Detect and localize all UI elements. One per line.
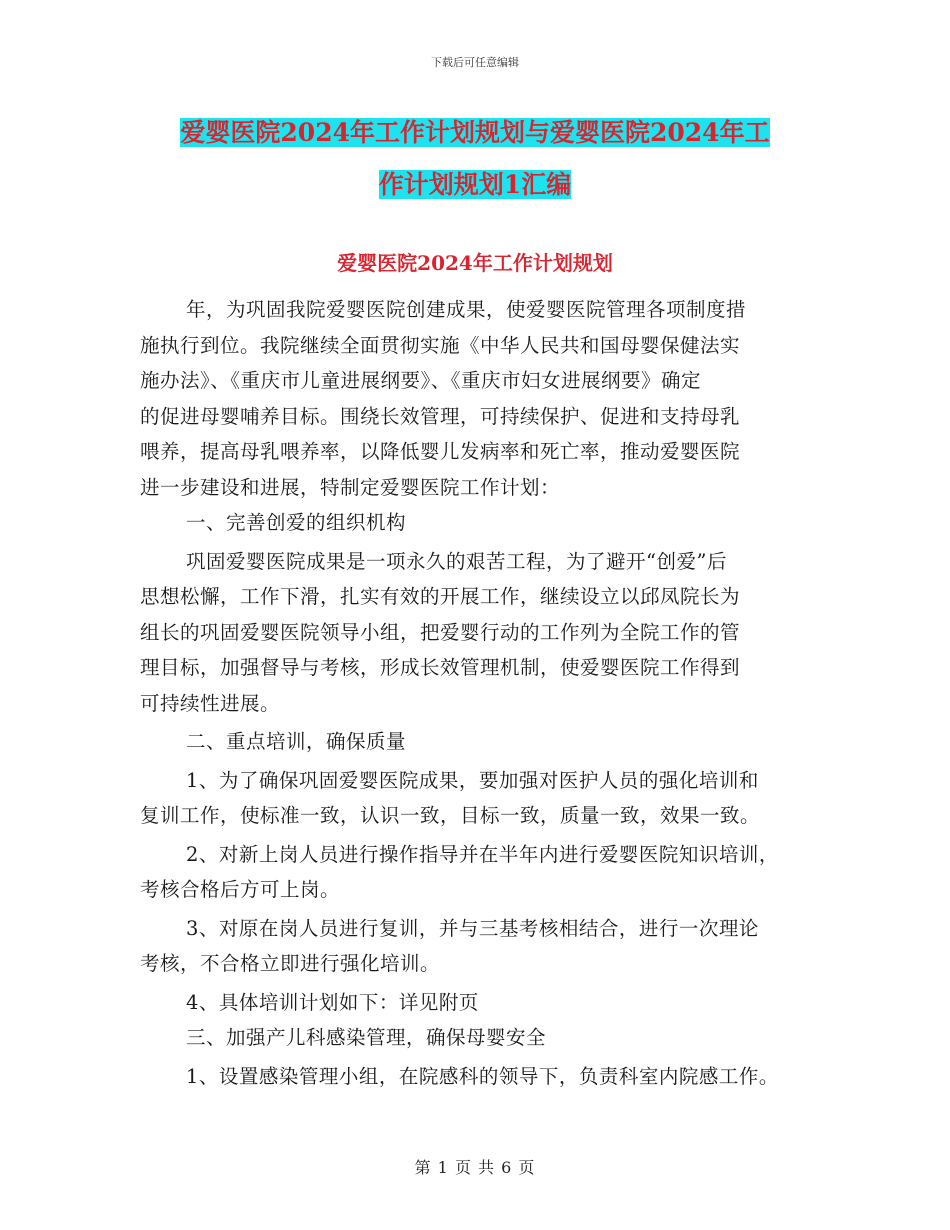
document-title-line-2: 作计划规划1汇编: [378, 170, 572, 199]
paragraph-line: 1、为了确保巩固爱婴医院成果，要加强对医护人员的强化培训和: [186, 768, 759, 792]
paragraph-line: 进一步建设和进展，特制定爱婴医院工作计划：: [140, 475, 561, 499]
document-title: [150, 107, 800, 211]
section-title: 爱婴医院2024年工作计划规划: [337, 251, 613, 275]
paragraph-line: 施办法》、《重庆市儿童进展纲要》、《重庆市妇女进展纲要》确定: [140, 369, 702, 392]
body-text: [140, 292, 825, 1094]
section-heading-3: 三、加强产儿科感染管理，确保母婴安全: [186, 1026, 547, 1049]
paragraph-line: 组长的巩固爱婴医院领导小组，把爱婴行动的工作列为全院工作的管: [140, 620, 741, 644]
paragraph-line: 1、设置感染管理小组，在院感科的领导下，负责科室内院感工作。: [186, 1064, 779, 1088]
section-heading-2: 二、重点培训，确保质量: [186, 730, 407, 753]
paragraph-line: 的促进母婴哺养目标。围绕长效管理，可持续保护、促进和支持母乳: [140, 404, 741, 428]
paragraph-line: 2、对新上岗人员进行操作指导并在半年内进行爱婴医院知识培训，: [186, 842, 779, 866]
paragraph-line: 复训工作，使标准一致，认识一致，目标一致，质量一致，效果一致。: [140, 804, 761, 827]
paragraph-line: 理目标，加强督导与考核，形成长效管理机制，使爱婴医院工作得到: [140, 656, 741, 679]
paragraph-line: 3、对原在岗人员进行复训，并与三基考核相结合，进行一次理论: [186, 916, 759, 940]
paragraph-line: 可持续性进展。: [140, 691, 281, 715]
document-title-line-1: 爱婴医院2024年工作计划规划与爱婴医院2024年工: [180, 118, 770, 147]
paragraph-line: 考核，不合格立即进行强化培训。: [140, 952, 441, 975]
paragraph-line: 4、具体培训计划如下：详见附页: [186, 990, 479, 1014]
paragraph-line: 年，为巩固我院爱婴医院创建成果，使爱婴医院管理各项制度措: [186, 298, 747, 321]
paragraph-line: 巩固爱婴医院成果是一项永久的艰苦工程，为了避开“创爱”后: [186, 549, 727, 573]
section-heading-1: 一、完善创爱的组织机构: [186, 511, 407, 534]
header-note: 下载后可任意编辑: [431, 56, 519, 69]
paragraph-line: 考核合格后方可上岗。: [140, 878, 341, 901]
paragraph-line: 施执行到位。我院继续全面贯彻实施《中华人民共和国母婴保健法实: [140, 333, 741, 357]
paragraph-line: 思想松懈，工作下滑，扎实有效的开展工作，继续设立以邱凤院长为: [140, 585, 741, 608]
page-footer: 第 1 页 共 6 页: [414, 1158, 536, 1177]
paragraph-line: 喂养，提高母乳喂养率，以降低婴儿发病率和死亡率，推动爱婴医院: [140, 440, 741, 463]
